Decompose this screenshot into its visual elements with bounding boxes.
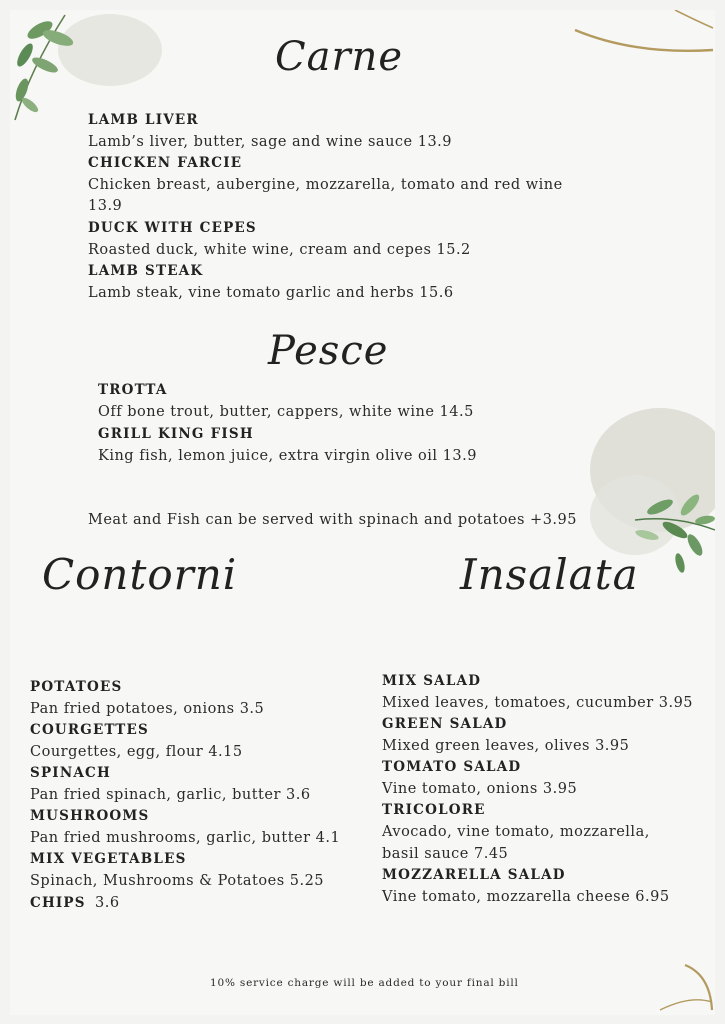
menu-item-name: CHICKEN FARCIE xyxy=(88,155,243,171)
menu-page xyxy=(10,10,715,1015)
menu-item-name: CHIPS xyxy=(30,895,86,911)
menu-item-desc: Roasted duck, white wine, cream and cepes 15.2 xyxy=(88,242,471,258)
menu-item-desc: Pan fried spinach, garlic, butter 3.6 xyxy=(30,787,311,803)
menu-item-desc: King fish, lemon juice, extra virgin olive oil 13.9 xyxy=(98,448,477,464)
menu-item-price: basil sauce 7.45 xyxy=(382,846,509,862)
menu-item-desc: Mixed green leaves, olives 3.95 xyxy=(382,738,630,754)
menu-item-price: 3.6 xyxy=(95,895,120,911)
menu-item-name: DUCK WITH CEPES xyxy=(88,220,257,236)
menu-item-desc: Lamb’s liver, butter, sage and wine sauce 13.9 xyxy=(88,134,453,150)
menu-item-price: 13.9 xyxy=(88,198,123,214)
menu-item-name: MUSHROOMS xyxy=(30,808,150,824)
menu-item-name: LAMB LIVER xyxy=(88,112,199,128)
menu-item-desc: Vine tomato, mozzarella cheese 6.95 xyxy=(382,889,670,905)
bottom-right-gold-swirl xyxy=(650,960,715,1015)
menu-item-name: POTATOES xyxy=(30,679,123,695)
carne-heading: Carne xyxy=(275,34,404,80)
menu-item-desc: Chicken breast, aubergine, mozzarella, tomato and red wine xyxy=(88,177,563,193)
contorni-heading: Contorni xyxy=(42,550,238,599)
menu-item-desc: Courgettes, egg, flour 4.15 xyxy=(30,744,243,760)
menu-item-name: MOZZARELLA SALAD xyxy=(382,867,566,883)
menu-item-name: MIX SALAD xyxy=(382,673,482,689)
menu-item-name: COURGETTES xyxy=(30,722,149,738)
menu-item-desc: Lamb steak, vine tomato garlic and herbs 15.6 xyxy=(88,285,454,301)
pesce-heading: Pesce xyxy=(268,328,389,374)
menu-item-name: GREEN SALAD xyxy=(382,716,508,732)
service-charge-note: 10% service charge will be added to your final bill xyxy=(210,977,519,989)
side-dish-note: Meat and Fish can be served with spinach and potatoes +3.95 xyxy=(88,512,577,528)
menu-item-desc: Off bone trout, butter, cappers, white wine 14.5 xyxy=(98,404,474,420)
menu-item-desc: Mixed leaves, tomatoes, cucumber 3.95 xyxy=(382,695,694,711)
menu-item-name: LAMB STEAK xyxy=(88,263,204,279)
menu-item-desc: Pan fried potatoes, onions 3.5 xyxy=(30,701,265,717)
menu-item-name: MIX VEGETABLES xyxy=(30,851,187,867)
menu-item-desc: Pan fried mushrooms, garlic, butter 4.1 xyxy=(30,830,341,846)
menu-item-desc: Avocado, vine tomato, mozzarella, xyxy=(382,824,650,840)
insalata-heading: Insalata xyxy=(460,550,639,599)
menu-item-name: GRILL KING FISH xyxy=(98,426,254,442)
top-right-gold-swirl xyxy=(565,10,715,70)
menu-item-name: TRICOLORE xyxy=(382,802,486,818)
menu-item-desc: Vine tomato, onions 3.95 xyxy=(382,781,578,797)
menu-item-name: TOMATO SALAD xyxy=(382,759,522,775)
menu-item-name: TROTTA xyxy=(98,382,168,398)
menu-item-name: SPINACH xyxy=(30,765,111,781)
menu-item-desc: Spinach, Mushrooms & Potatoes 5.25 xyxy=(30,873,325,889)
